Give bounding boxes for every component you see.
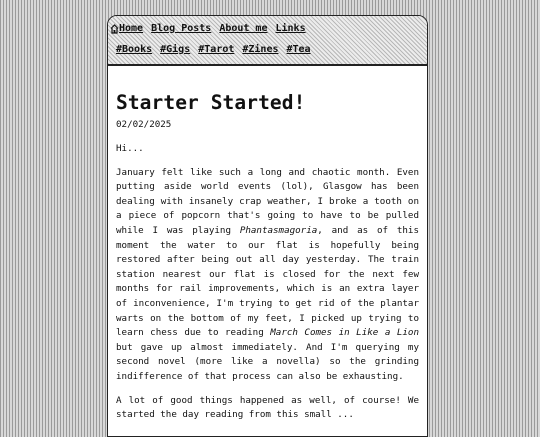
post-text: January felt like such a long and chaotic month. Even putting aside world events (lol), Glasgow has been dealing with insanely crap weather, I broke a tooth on a piece of popcorn that's going to have to be pulled while I was playing [116,166,419,236]
tag-tea-link[interactable]: #Tea [286,44,311,55]
page-card [107,15,428,437]
nav-blog-posts-link[interactable]: Blog Posts [151,23,212,34]
tag-books-link[interactable]: #Books [116,44,153,55]
nav-links-link[interactable]: Links [275,23,306,34]
nav-home-link[interactable]: Home [119,23,144,34]
nav-about-link[interactable]: About me [219,23,268,34]
post-paragraph-1 [116,166,419,385]
nav-bar [108,16,427,66]
post-text: , and as of this moment the water to our flat is hopefully being restored after being out all day yesterday. The train station nearest our flat is closed for the next few months for rail improvements, which is an extra layer of inconvenience, I'm trying to get rid of the plantar warts on the bottom of my feet, I picked up trying to learn chess due to reading [116,224,419,339]
book-title: March Comes in Like a Lion [270,327,419,339]
post-text: but gave up almost immediately. And I'm querying my second novel (more like a novella) so the grinding indifference of that process can also be exhausting. [116,341,419,382]
tag-zines-link[interactable]: #Zines [242,44,279,55]
home-icon [110,24,119,34]
post-content [108,91,427,423]
nav-row-main [110,23,314,34]
post-title: Starter Started! [116,91,306,114]
nav-row-tags [116,44,319,55]
post-date: 02/02/2025 [116,119,172,130]
tag-gigs-link[interactable]: #Gigs [160,44,191,55]
tag-tarot-link[interactable]: #Tarot [198,44,235,55]
post-paragraph-2: A lot of good things happened as well, of course! We started the day reading from this small ... [116,394,419,421]
post-greeting: Hi... [116,143,144,154]
game-title: Phantasmagoria [239,224,318,236]
